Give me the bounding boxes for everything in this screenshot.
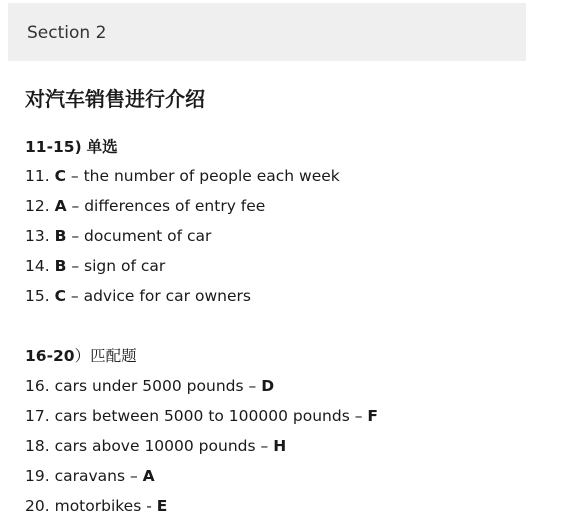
answer-letter: B	[54, 257, 67, 275]
document-heading: 对汽车销售进行介绍	[25, 87, 205, 111]
question-number: 15.	[25, 287, 50, 305]
answer-letter: A	[54, 197, 67, 215]
section-title: Section 2	[27, 23, 107, 43]
answer-text: the number of people each week	[83, 167, 340, 185]
answer-letter: C	[54, 167, 66, 185]
question-number: 16.	[25, 377, 50, 395]
answer-line-16	[25, 376, 274, 396]
answer-letter: B	[54, 227, 67, 245]
answer-letter: D	[261, 377, 275, 395]
separator: –	[255, 437, 274, 455]
answer-text: cars between 5000 to 100000 pounds	[54, 407, 350, 425]
answer-line-13	[25, 226, 211, 246]
answer-text: differences of entry fee	[84, 197, 266, 215]
separator: –	[125, 467, 143, 485]
answer-text: document of car	[84, 227, 212, 245]
answer-letter: H	[273, 437, 287, 455]
separator: –	[66, 197, 85, 215]
answer-letter: E	[156, 497, 168, 515]
separator: –	[66, 227, 85, 245]
separator: –	[65, 287, 84, 305]
question-number: 11.	[25, 167, 50, 185]
answer-letter: C	[54, 287, 66, 305]
question-number: 20.	[25, 497, 50, 515]
answer-letter: A	[142, 467, 155, 485]
answer-text: sign of car	[84, 257, 166, 275]
answer-line-11	[25, 166, 340, 186]
question-number: 17.	[25, 407, 50, 425]
group1-heading	[25, 137, 118, 157]
answer-line-17	[25, 406, 378, 426]
question-number: 18.	[25, 437, 50, 455]
separator: –	[65, 167, 84, 185]
section-header-bar	[8, 3, 526, 61]
answer-line-12	[25, 196, 265, 216]
question-number: 19.	[25, 467, 50, 485]
answer-text: cars above 10000 pounds	[54, 437, 256, 455]
group2-heading	[25, 346, 137, 366]
group2-type: ）匹配题	[74, 347, 137, 365]
answer-text: cars under 5000 pounds	[54, 377, 244, 395]
answer-line-18	[25, 436, 286, 456]
group1-type: 单选	[86, 138, 118, 156]
answer-text: caravans	[54, 467, 126, 485]
answer-letter: F	[367, 407, 378, 425]
separator: –	[66, 257, 85, 275]
group2-range: 16-20	[25, 347, 75, 365]
answer-line-14	[25, 256, 165, 276]
separator: –	[243, 377, 262, 395]
question-number: 14.	[25, 257, 50, 275]
answer-text: motorbikes	[54, 497, 142, 515]
question-number: 13.	[25, 227, 50, 245]
answer-line-15	[25, 286, 251, 306]
separator: –	[349, 407, 368, 425]
answer-line-20	[25, 496, 167, 516]
answer-text: advice for car owners	[83, 287, 251, 305]
answer-line-19	[25, 466, 155, 486]
separator: -	[141, 497, 157, 515]
group1-range: 11-15)	[25, 138, 82, 156]
question-number: 12.	[25, 197, 50, 215]
